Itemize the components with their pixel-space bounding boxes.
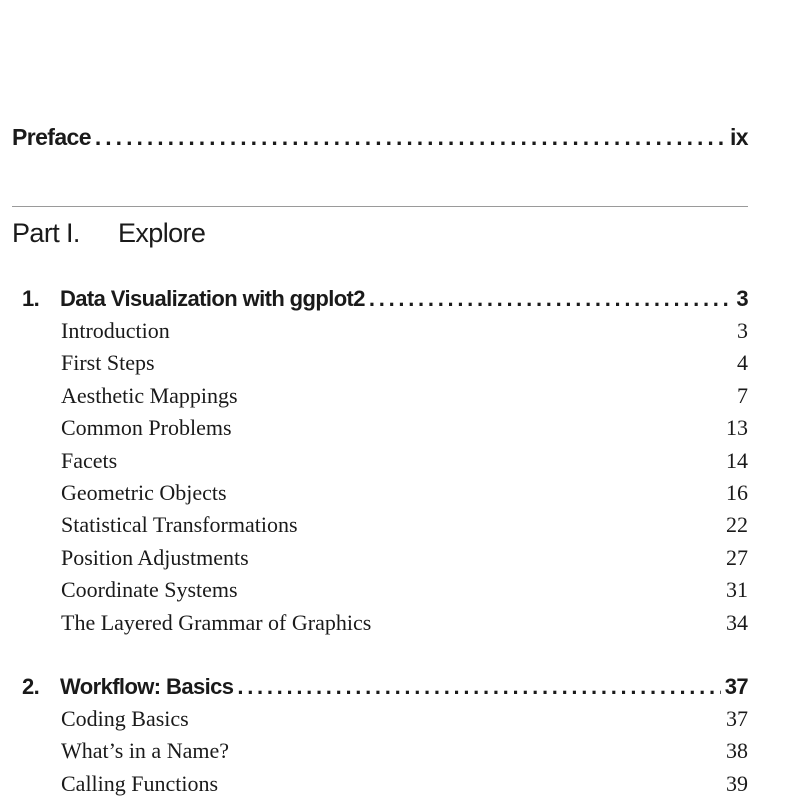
chapter-title: Workflow: Basics [60, 674, 234, 699]
toc-section-entry[interactable] [22, 448, 748, 480]
preface-page: ix [730, 124, 748, 150]
toc-section-entry[interactable] [22, 415, 748, 447]
part-label: Part I. [12, 218, 80, 248]
toc-section-entry[interactable] [22, 610, 748, 642]
toc-section-entry[interactable] [22, 771, 748, 803]
dot-leader [95, 124, 726, 151]
part-heading [12, 218, 205, 254]
chapter-title: Data Visualization with ggplot2 [60, 286, 365, 311]
toc-section-entry[interactable] [22, 350, 748, 382]
toc-section-entry[interactable] [22, 545, 748, 577]
section-page: 31 [726, 577, 748, 603]
part-title: Explore [118, 218, 206, 248]
section-title: Common Problems [61, 415, 232, 441]
section-page: 13 [726, 415, 748, 441]
toc-entry-preface[interactable] [12, 124, 748, 156]
toc-section-entry[interactable] [22, 738, 748, 770]
section-title: Position Adjustments [61, 544, 249, 570]
section-page: 14 [726, 447, 748, 473]
section-page: 3 [737, 318, 748, 343]
dot-leader [237, 674, 720, 700]
section-page: 4 [737, 350, 748, 376]
section-page: 34 [726, 609, 748, 635]
preface-label: Preface [12, 124, 91, 150]
chapter-2 [22, 674, 748, 803]
chapter-heading[interactable] [22, 674, 748, 706]
section-title: Coding Basics [61, 706, 189, 731]
section-page: 7 [737, 382, 748, 408]
section-page: 38 [726, 738, 748, 764]
chapter-1 [22, 286, 748, 642]
chapter-number: 2. [22, 674, 40, 699]
toc-section-entry[interactable] [22, 706, 748, 738]
section-title: What’s in a Name? [61, 738, 229, 764]
toc-section-entry[interactable] [22, 383, 748, 415]
section-title: Calling Functions [61, 770, 219, 796]
section-title: Introduction [61, 318, 170, 343]
chapter-page: 37 [724, 674, 748, 699]
section-page: 37 [726, 706, 748, 731]
toc-section-entry[interactable] [22, 318, 748, 350]
section-page: 16 [726, 479, 748, 505]
section-title: Geometric Objects [61, 479, 227, 505]
dot-leader [369, 286, 732, 312]
toc-section-entry[interactable] [22, 577, 748, 609]
section-title: Coordinate Systems [61, 577, 238, 603]
toc-section-entry[interactable] [22, 480, 748, 512]
section-page: 27 [726, 544, 748, 570]
section-title: Aesthetic Mappings [61, 382, 238, 408]
section-page: 22 [726, 512, 748, 538]
section-title: Facets [61, 447, 118, 473]
section-title: The Layered Grammar of Graphics [61, 609, 372, 635]
section-title: Statistical Transformations [61, 512, 298, 538]
toc-section-entry[interactable] [22, 512, 748, 544]
section-page: 39 [726, 770, 748, 796]
chapter-heading[interactable] [22, 286, 748, 318]
section-title: First Steps [61, 350, 155, 376]
chapter-number: 1. [22, 286, 40, 311]
part-divider [12, 206, 748, 207]
chapter-page: 3 [736, 286, 748, 311]
